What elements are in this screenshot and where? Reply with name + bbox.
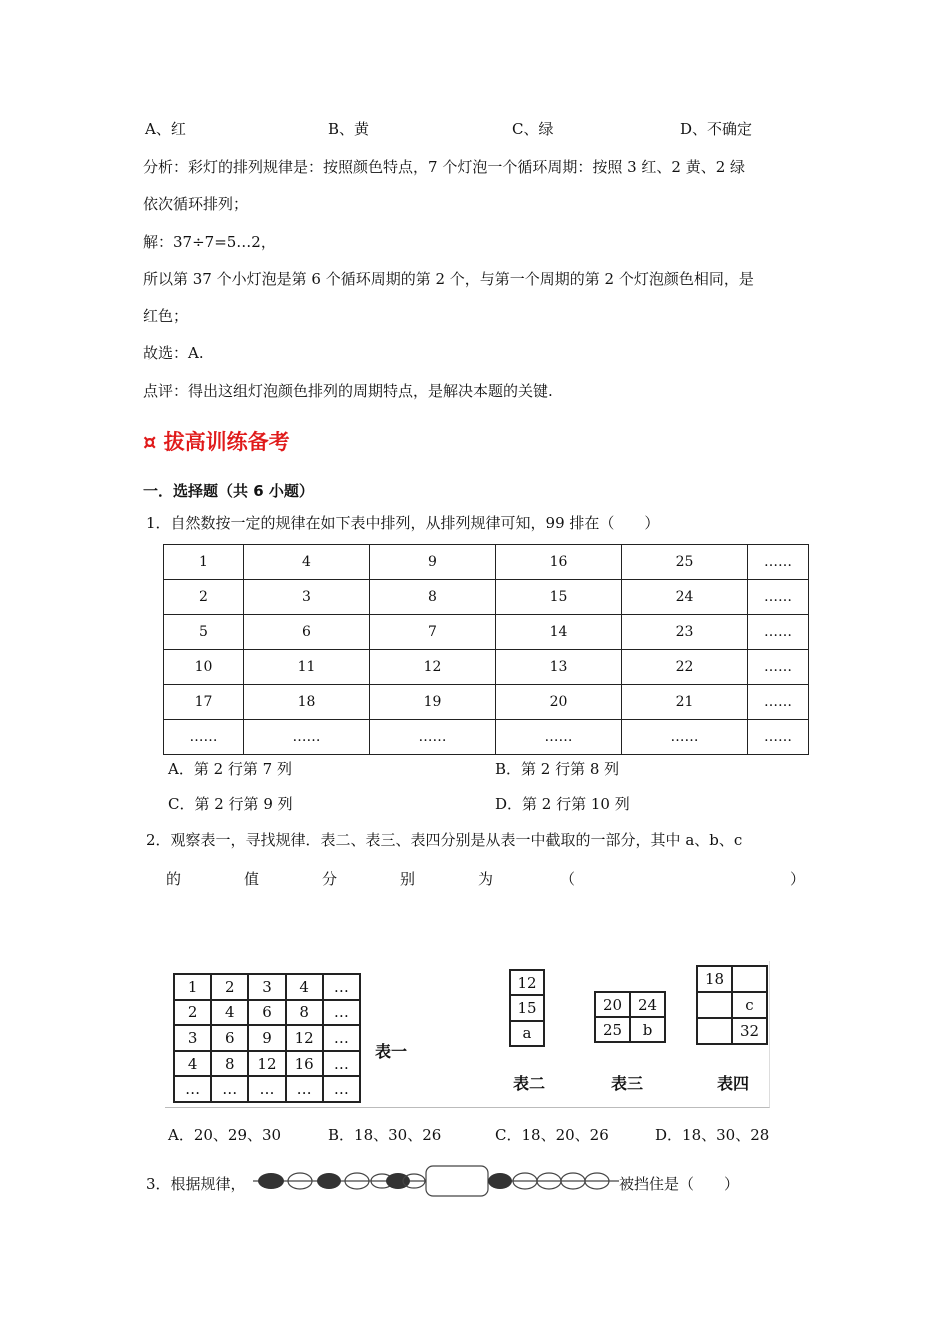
q1-table-cell: 5: [164, 615, 244, 650]
table-two-cell: 15: [510, 995, 544, 1020]
analysis-line: 依次循环排列；: [143, 195, 249, 213]
q1-option-a: A．第 2 行第 7 列: [168, 760, 292, 778]
table-one-cell: 1: [174, 974, 211, 1000]
table-one-cell: 6: [211, 1025, 248, 1051]
table-one-cell: 4: [211, 1000, 248, 1026]
q1-option-b: B．第 2 行第 8 列: [495, 760, 620, 778]
q1-table-cell: 9: [370, 545, 496, 580]
table-three-cell: b: [630, 1017, 665, 1042]
table-one-cell: 4: [286, 974, 323, 1000]
q1-option-c: C．第 2 行第 9 列: [168, 795, 293, 813]
table-one-cell: 8: [286, 1000, 323, 1026]
table-four-row: [697, 1018, 767, 1044]
q1-table-cell: 16: [496, 545, 622, 580]
question-2-text: 2．观察表一，寻找规律．表二、表三、表四分别是从表一中截取的一部分，其中 a、b、c: [146, 831, 743, 849]
hidden-box: [426, 1166, 488, 1196]
table-one-cell: 2: [211, 974, 248, 1000]
black-bead: [488, 1173, 512, 1189]
q2-option-b: B．18、30、26: [328, 1126, 442, 1144]
caption-table-two: 表二: [513, 1074, 546, 1093]
q1-table-cell: 6: [244, 615, 370, 650]
solution-line: 所以第 37 个小灯泡是第 6 个循环周期的第 2 个，与第一个周期的第 2 个灯泡颜色相同，是: [143, 270, 754, 288]
table-one-cell: 6: [248, 1000, 285, 1026]
table-four-row: [697, 966, 767, 992]
table-one-cell: 12: [286, 1025, 323, 1051]
q1-table-cell: 8: [370, 580, 496, 615]
q1-table-cell: 24: [622, 580, 748, 615]
q1-table-cell: ……: [244, 720, 370, 755]
q1-table-cell: 1: [164, 545, 244, 580]
question-1-text: 1．自然数按一定的规律在如下表中排列，从排列规律可知，99 排在（ ）: [146, 514, 660, 532]
q1-table-cell: 20: [496, 685, 622, 720]
q1-table-cell: 10: [164, 650, 244, 685]
q1-table-row: [164, 615, 809, 650]
q1-table-cell: 21: [622, 685, 748, 720]
question-3-suffix: 被挡住是（ ）: [619, 1175, 740, 1193]
q1-table-cell: ……: [164, 720, 244, 755]
table-one-row: [174, 1051, 360, 1077]
option-c: C、绿: [512, 120, 554, 138]
table-one: [173, 973, 361, 1103]
table-one-cell: 4: [174, 1051, 211, 1077]
question-2-figure: [165, 961, 770, 1108]
q1-table-cell: 13: [496, 650, 622, 685]
q1-table-cell: 4: [244, 545, 370, 580]
q1-table-cell: ……: [748, 720, 809, 755]
table-four-cell: c: [732, 992, 767, 1018]
q2-char: 为: [478, 870, 494, 888]
q1-table-cell: ……: [496, 720, 622, 755]
black-bead: [317, 1173, 341, 1189]
caption-table-three: 表三: [611, 1074, 644, 1093]
black-bead: [258, 1173, 284, 1189]
q1-table-cell: 15: [496, 580, 622, 615]
table-two: [509, 969, 545, 1047]
q1-table-cell: 7: [370, 615, 496, 650]
q1-table-row: [164, 580, 809, 615]
table-one-cell: 12: [248, 1051, 285, 1077]
q2-char: 分: [322, 870, 338, 888]
q2-option-a: A．20、29、30: [168, 1126, 282, 1144]
table-three-cell: 20: [595, 992, 630, 1017]
table-one-cell: 8: [211, 1051, 248, 1077]
table-three-cell: 25: [595, 1017, 630, 1042]
table-four-cell: [732, 966, 767, 992]
caption-table-one: 表一: [375, 1042, 408, 1061]
table-one-cell: …: [286, 1076, 323, 1102]
solution-line: 红色；: [143, 307, 189, 325]
table-four-cell: 32: [732, 1018, 767, 1044]
q1-table-row: [164, 545, 809, 580]
table-one-cell: …: [323, 1051, 360, 1077]
table-two-row: [510, 995, 544, 1020]
table-four-cell: [697, 992, 732, 1018]
table-one-cell: …: [211, 1076, 248, 1102]
table-one-row: [174, 1025, 360, 1051]
q1-table-row: [164, 720, 809, 755]
q1-table-cell: ……: [748, 650, 809, 685]
table-one-cell: 2: [174, 1000, 211, 1026]
caption-table-four: 表四: [717, 1074, 750, 1093]
q1-table-cell: 2: [164, 580, 244, 615]
section-title: ¤ 拔高训练备考: [143, 430, 290, 454]
table-one-row: [174, 1000, 360, 1026]
table-four-row: [697, 992, 767, 1018]
table-one-cell: …: [323, 974, 360, 1000]
q1-table-cell: ……: [370, 720, 496, 755]
q1-table-cell: 19: [370, 685, 496, 720]
solution-line: 解：37÷7=5…2，: [143, 233, 276, 251]
q2-option-c: C．18、20、26: [495, 1126, 609, 1144]
table-one-cell: …: [248, 1076, 285, 1102]
q1-table-cell: ……: [748, 545, 809, 580]
option-a: A、红: [145, 120, 186, 138]
question-1-table: [163, 544, 809, 755]
q1-table-cell: ……: [748, 685, 809, 720]
table-four-cell: 18: [697, 966, 732, 992]
table-four-cell: [697, 1018, 732, 1044]
table-two-row: [510, 970, 544, 995]
q2-paren-open: （: [560, 870, 576, 888]
comment-line: 点评：得出这组灯泡颜色排列的周期特点，是解决本题的关键.: [143, 382, 553, 400]
option-d: D、不确定: [680, 120, 753, 138]
table-three-cell: 24: [630, 992, 665, 1017]
subsection-title: 一．选择题（共 6 小题）: [143, 482, 314, 500]
question-3-prefix: 3．根据规律，: [146, 1175, 246, 1193]
table-one-cell: …: [323, 1076, 360, 1102]
q1-table-row: [164, 650, 809, 685]
table-three: [594, 991, 666, 1043]
q1-table-cell: 17: [164, 685, 244, 720]
q1-table-cell: 14: [496, 615, 622, 650]
q1-table-cell: ……: [748, 615, 809, 650]
table-one-row: [174, 1076, 360, 1102]
table-one-cell: 16: [286, 1051, 323, 1077]
q2-paren-close: ）: [790, 870, 806, 888]
q1-table-row: [164, 685, 809, 720]
table-two-cell: a: [510, 1021, 544, 1046]
table-one-cell: 3: [248, 974, 285, 1000]
table-two-cell: 12: [510, 970, 544, 995]
table-four: [696, 965, 768, 1045]
q2-char: 值: [244, 870, 260, 888]
q1-table-cell: 18: [244, 685, 370, 720]
table-one-cell: 9: [248, 1025, 285, 1051]
analysis-line: 分析：彩灯的排列规律是：按照颜色特点，7 个灯泡一个循环周期：按照 3 红、2 黄、2 绿: [143, 158, 746, 176]
table-one-cell: …: [323, 1000, 360, 1026]
bead-string-image: [253, 1163, 619, 1199]
option-b: B、黄: [328, 120, 370, 138]
q1-table-cell: 22: [622, 650, 748, 685]
table-one-cell: …: [174, 1076, 211, 1102]
q1-option-d: D．第 2 行第 10 列: [495, 795, 630, 813]
table-three-row: [595, 992, 665, 1017]
table-two-row: [510, 1021, 544, 1046]
answer-line: 故选：A.: [143, 344, 204, 362]
table-one-cell: 3: [174, 1025, 211, 1051]
q2-char: 的: [166, 870, 182, 888]
table-three-row: [595, 1017, 665, 1042]
q1-table-cell: 11: [244, 650, 370, 685]
q1-table-cell: ……: [622, 720, 748, 755]
q1-table-cell: 25: [622, 545, 748, 580]
q1-table-cell: 12: [370, 650, 496, 685]
q1-table-cell: 3: [244, 580, 370, 615]
table-one-cell: …: [323, 1025, 360, 1051]
q1-table-cell: ……: [748, 580, 809, 615]
q2-char: 别: [400, 870, 416, 888]
q2-option-d: D．18、30、28: [655, 1126, 770, 1144]
table-one-row: [174, 974, 360, 1000]
q1-table-cell: 23: [622, 615, 748, 650]
